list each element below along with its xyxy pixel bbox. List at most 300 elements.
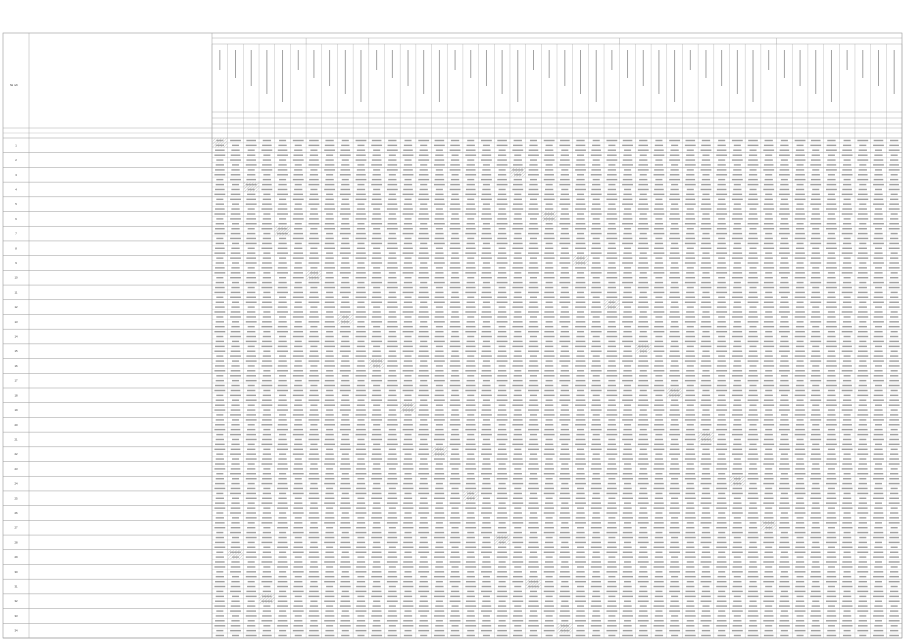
- table-cell-value: [718, 610, 725, 611]
- table-cell-value: [859, 463, 867, 464]
- table-cell-value: [310, 311, 318, 312]
- table-cell-value: [859, 282, 866, 283]
- table-cell-value: [685, 223, 696, 224]
- table-cell-value: [701, 203, 711, 204]
- table-cell-value: [483, 419, 490, 420]
- table-cell-value: [891, 272, 898, 273]
- table-cell-value: [624, 150, 631, 151]
- table-cell-value: [749, 502, 756, 503]
- table-cell-value: [686, 370, 694, 371]
- table-cell-value: [685, 243, 696, 244]
- table-cell-value: [403, 385, 413, 386]
- table-cell-value: [843, 537, 851, 538]
- table-cell-value: [310, 483, 317, 484]
- table-cell-value: [622, 537, 633, 538]
- table-cell-value: [780, 561, 790, 562]
- table-cell-value: [309, 297, 319, 298]
- table-cell-value: [606, 512, 617, 513]
- table-cell-value: [859, 189, 867, 190]
- table-cell-value: [796, 346, 804, 347]
- table-cell-value: [842, 292, 853, 293]
- table-cell-value: [356, 395, 367, 396]
- table-cell-value: [436, 581, 443, 582]
- table-cell-value: [560, 552, 570, 553]
- table-cell-value: [749, 586, 757, 587]
- table-cell-value: [732, 179, 743, 180]
- table-cell-value: [262, 380, 272, 381]
- table-cell-value: [857, 257, 868, 258]
- table-cell-value: [450, 346, 461, 347]
- table-cell-value: [686, 630, 696, 631]
- table-cell-value: [482, 424, 490, 425]
- table-cell-value: [278, 463, 288, 464]
- table-cell-value: [826, 424, 837, 425]
- table-cell-value: [889, 463, 900, 464]
- table-cell-value: [341, 444, 351, 445]
- table-cell-value: [467, 478, 475, 479]
- table-cell-value: [889, 400, 899, 401]
- table-cell-value: [452, 390, 459, 391]
- table-cell-value: [434, 262, 445, 263]
- table-cell-value: [403, 424, 413, 425]
- table-cell-value: [389, 468, 396, 469]
- table-cell-value: [655, 282, 663, 283]
- table-cell-value: [373, 620, 380, 621]
- table-cell-value: [293, 473, 304, 474]
- table-cell-value: [795, 179, 806, 180]
- table-cell-value: [718, 400, 726, 401]
- table-cell-value: [716, 292, 727, 293]
- table-cell-value: [512, 385, 523, 386]
- table-cell-value: [717, 306, 727, 307]
- table-cell-value: [576, 493, 584, 494]
- table-cell-value: [466, 189, 476, 190]
- table-cell-value: [231, 468, 241, 469]
- table-cell-value: [465, 194, 476, 195]
- table-cell-value: [263, 414, 271, 415]
- table-cell-value: [780, 365, 790, 366]
- table-cell-value: [436, 306, 443, 307]
- table-cell-value: [230, 493, 241, 494]
- table-cell-value: [576, 552, 584, 553]
- table-cell-value: [670, 581, 678, 582]
- table-cell-value: [481, 218, 492, 219]
- table-cell-value: [606, 414, 617, 415]
- table-cell-value: [669, 316, 680, 317]
- table-cell-value: [685, 419, 696, 420]
- table-cell-value: [528, 468, 539, 469]
- table-cell-value: [858, 547, 868, 548]
- table-cell-value: [419, 252, 429, 253]
- table-cell-value: [875, 561, 882, 562]
- table-cell-value: [498, 449, 506, 450]
- table-cell-value: [528, 155, 539, 156]
- table-cell-value: [795, 316, 806, 317]
- table-cell-value: [779, 292, 790, 293]
- table-cell-value: [434, 184, 445, 185]
- table-cell-value: [388, 336, 396, 337]
- table-cell-value: [231, 267, 239, 268]
- table-cell-value: [357, 321, 364, 322]
- table-cell-value: [481, 159, 492, 160]
- table-cell-value: [341, 262, 349, 263]
- table-cell-value: [466, 287, 476, 288]
- table-cell-value: [779, 311, 790, 312]
- table-cell-value: [857, 571, 868, 572]
- table-cell-value: [891, 605, 898, 606]
- table-cell-value: [467, 576, 475, 577]
- table-cell-value: [875, 581, 882, 582]
- table-cell-value: [231, 483, 239, 484]
- table-cell-value: [247, 527, 255, 528]
- table-cell-value: [325, 184, 335, 185]
- table-cell-value: [450, 262, 460, 263]
- table-cell-value: [499, 287, 506, 288]
- table-cell-value: [623, 155, 631, 156]
- table-cell-value: [404, 262, 412, 263]
- table-cell-value: [591, 174, 602, 175]
- table-cell-value: [812, 444, 819, 445]
- table-cell-value: [434, 164, 445, 165]
- table-cell-value: [718, 630, 725, 631]
- table-cell-value: [795, 552, 806, 553]
- table-cell-value: [512, 444, 523, 445]
- table-cell-value: [467, 145, 475, 146]
- table-cell-value: [624, 561, 631, 562]
- table-cell-value: [763, 346, 774, 347]
- table-cell-value: [687, 601, 694, 602]
- table-cell-value: [670, 267, 678, 268]
- table-cell-value: [498, 252, 506, 253]
- table-cell-value: [576, 199, 584, 200]
- table-cell-value: [748, 434, 758, 435]
- table-cell-value: [277, 390, 288, 391]
- hatched-cell: [369, 359, 384, 368]
- table-cell-value: [874, 434, 884, 435]
- table-cell-value: [655, 552, 662, 553]
- table-cell-value: [232, 341, 239, 342]
- table-cell-value: [450, 405, 461, 406]
- table-cell-value: [279, 297, 286, 298]
- table-cell-value: [261, 444, 272, 445]
- table-cell-value: [262, 243, 272, 244]
- table-cell-value: [420, 150, 428, 151]
- table-cell-value: [576, 576, 586, 577]
- table-cell-value: [622, 203, 633, 204]
- table-cell-value: [513, 439, 523, 440]
- table-cell-value: [797, 341, 804, 342]
- table-cell-value: [889, 576, 899, 577]
- table-cell-value: [576, 517, 586, 518]
- hatched-cell: [259, 594, 274, 603]
- table-cell-value: [529, 306, 539, 307]
- table-cell-value: [701, 243, 711, 244]
- table-cell-value: [717, 581, 727, 582]
- table-cell-value: [420, 542, 428, 543]
- table-cell-value: [797, 537, 804, 538]
- table-cell-value: [795, 336, 806, 337]
- table-cell-value: [277, 351, 288, 352]
- table-cell-value: [388, 478, 398, 479]
- table-cell-value: [639, 532, 647, 533]
- table-cell-value: [341, 615, 349, 616]
- table-cell-value: [560, 297, 570, 298]
- table-cell-value: [733, 272, 743, 273]
- table-cell-value: [420, 419, 427, 420]
- table-cell-value: [498, 566, 506, 567]
- table-cell-value: [467, 277, 474, 278]
- table-cell-value: [310, 150, 317, 151]
- table-cell-value: [639, 434, 647, 435]
- table-cell-value: [215, 169, 225, 170]
- table-cell-value: [356, 566, 366, 567]
- table-cell-value: [324, 150, 335, 151]
- table-cell-value: [482, 306, 490, 307]
- table-cell-value: [842, 429, 853, 430]
- table-cell-value: [230, 571, 241, 572]
- table-cell-value: [342, 453, 349, 454]
- table-cell-value: [734, 439, 741, 440]
- table-cell-value: [561, 267, 568, 268]
- table-cell-value: [529, 380, 537, 381]
- table-cell-value: [372, 297, 382, 298]
- table-cell-value: [890, 238, 898, 239]
- table-cell-value: [858, 409, 868, 410]
- table-cell-value: [216, 360, 224, 361]
- table-cell-value: [357, 262, 364, 263]
- table-cell-value: [749, 468, 757, 469]
- table-cell-value: [843, 262, 851, 263]
- table-cell-value: [246, 203, 257, 204]
- table-cell-value: [606, 375, 617, 376]
- table-cell-value: [467, 262, 475, 263]
- table-cell-value: [388, 360, 398, 361]
- table-cell-value: [779, 351, 790, 352]
- table-cell-value: [232, 498, 239, 499]
- table-cell-value: [246, 262, 257, 263]
- table-cell-value: [278, 321, 286, 322]
- table-cell-value: [451, 257, 459, 258]
- table-cell-value: [702, 409, 709, 410]
- table-cell-value: [624, 228, 631, 229]
- table-cell-value: [230, 453, 241, 454]
- table-cell-value: [655, 297, 662, 298]
- table-cell-value: [654, 468, 665, 469]
- table-cell-value: [638, 576, 648, 577]
- table-cell-value: [686, 610, 696, 611]
- table-cell-value: [781, 610, 788, 611]
- table-cell-value: [340, 311, 351, 312]
- table-cell-value: [795, 571, 806, 572]
- table-cell-value: [341, 439, 349, 440]
- table-cell-value: [640, 213, 647, 214]
- table-cell-value: [514, 199, 522, 200]
- table-cell-value: [512, 150, 523, 151]
- table-cell-value: [497, 635, 508, 636]
- table-cell-value: [873, 380, 884, 381]
- table-cell-value: [763, 483, 774, 484]
- table-cell-value: [419, 429, 429, 430]
- table-cell-value: [732, 434, 743, 435]
- table-cell-value: [293, 414, 304, 415]
- table-cell-value: [796, 228, 804, 229]
- table-cell-value: [232, 615, 239, 616]
- table-cell-value: [373, 228, 380, 229]
- table-cell-value: [812, 306, 819, 307]
- table-cell-value: [371, 478, 382, 479]
- table-cell-value: [403, 150, 413, 151]
- table-cell-value: [812, 566, 820, 567]
- table-cell-value: [341, 203, 349, 204]
- table-cell-value: [655, 458, 663, 459]
- table-cell-value: [231, 561, 239, 562]
- table-cell-value: [560, 218, 570, 219]
- table-cell-value: [560, 375, 570, 376]
- table-cell-value: [748, 517, 759, 518]
- table-cell-value: [277, 449, 288, 450]
- table-cell-value: [670, 429, 680, 430]
- table-cell-value: [497, 493, 507, 494]
- table-cell-value: [340, 174, 351, 175]
- table-cell-value: [388, 635, 398, 636]
- table-cell-value: [560, 199, 570, 200]
- table-cell-value: [671, 262, 678, 263]
- table-cell-value: [324, 326, 335, 327]
- table-cell-value: [623, 194, 631, 195]
- table-cell-value: [278, 561, 288, 562]
- table-cell-value: [373, 463, 380, 464]
- table-cell-value: [749, 625, 757, 626]
- table-cell-value: [294, 208, 302, 209]
- row-number: 12: [14, 305, 18, 310]
- table-cell-value: [749, 405, 756, 406]
- table-cell-value: [593, 395, 600, 396]
- table-cell-value: [765, 473, 773, 474]
- table-cell-value: [812, 522, 819, 523]
- table-cell-value: [639, 610, 647, 611]
- table-cell-value: [499, 150, 506, 151]
- table-cell-value: [404, 512, 411, 513]
- table-cell-value: [483, 164, 490, 165]
- table-cell-value: [325, 512, 333, 513]
- table-cell-value: [295, 537, 302, 538]
- table-cell-value: [701, 537, 711, 538]
- table-cell-value: [718, 243, 726, 244]
- table-cell-value: [575, 581, 586, 582]
- table-cell-value: [606, 140, 617, 141]
- table-cell-value: [765, 194, 772, 195]
- table-cell-value: [843, 321, 851, 322]
- table-cell-value: [231, 522, 239, 523]
- table-cell-value: [686, 566, 694, 567]
- table-cell-value: [591, 370, 602, 371]
- table-cell-value: [795, 625, 805, 626]
- table-cell-value: [263, 512, 271, 513]
- table-cell-value: [638, 248, 649, 249]
- table-cell-value: [309, 184, 320, 185]
- table-cell-value: [606, 434, 617, 435]
- table-cell-value: [545, 208, 553, 209]
- table-cell-value: [340, 272, 351, 273]
- table-cell-value: [842, 605, 853, 606]
- table-cell-value: [891, 213, 898, 214]
- table-cell-value: [357, 243, 364, 244]
- table-cell-value: [716, 409, 727, 410]
- table-cell-value: [733, 287, 741, 288]
- table-cell-value: [340, 429, 351, 430]
- table-cell-value: [591, 429, 602, 430]
- table-cell-value: [418, 159, 429, 160]
- table-cell-value: [607, 390, 617, 391]
- table-cell-value: [230, 473, 241, 474]
- table-cell-value: [874, 571, 884, 572]
- table-cell-value: [655, 243, 663, 244]
- table-cell-value: [575, 424, 586, 425]
- table-cell-value: [513, 380, 523, 381]
- table-cell-value: [749, 449, 757, 450]
- table-cell-value: [592, 380, 600, 381]
- table-cell-value: [418, 414, 429, 415]
- table-cell-value: [561, 365, 568, 366]
- table-cell-value: [859, 561, 867, 562]
- table-cell-value: [844, 473, 851, 474]
- table-cell-value: [827, 537, 837, 538]
- table-cell-value: [451, 473, 459, 474]
- table-cell-value: [513, 223, 523, 224]
- table-cell-value: [606, 257, 617, 258]
- table-cell-value: [749, 365, 756, 366]
- table-cell-value: [890, 473, 898, 474]
- table-cell-value: [481, 277, 492, 278]
- table-cell-value: [295, 203, 302, 204]
- table-cell-value: [279, 277, 286, 278]
- table-cell-value: [717, 385, 727, 386]
- table-cell-value: [827, 302, 837, 303]
- table-cell-value: [451, 159, 459, 160]
- table-cell-value: [466, 326, 476, 327]
- table-cell-value: [828, 213, 835, 214]
- table-cell-value: [765, 507, 772, 508]
- table-cell-value: [262, 400, 272, 401]
- table-cell-value: [701, 145, 711, 146]
- table-cell-value: [545, 365, 553, 366]
- table-cell-value: [763, 444, 774, 445]
- table-cell-value: [326, 174, 333, 175]
- table-cell-value: [828, 233, 835, 234]
- table-cell-value: [403, 507, 414, 508]
- table-cell-value: [419, 566, 429, 567]
- table-cell-value: [593, 257, 600, 258]
- table-cell-value: [575, 208, 586, 209]
- table-cell-value: [591, 311, 602, 312]
- table-cell-value: [655, 316, 662, 317]
- table-cell-value: [513, 184, 523, 185]
- table-cell-value: [748, 493, 758, 494]
- table-cell-value: [231, 527, 241, 528]
- table-cell-value: [467, 336, 474, 337]
- table-cell-value: [608, 169, 616, 170]
- table-cell-value: [608, 321, 615, 322]
- table-cell-value: [372, 316, 382, 317]
- table-cell-value: [859, 439, 866, 440]
- table-cell-value: [812, 331, 820, 332]
- table-cell-value: [373, 424, 380, 425]
- table-cell-value: [420, 346, 428, 347]
- table-cell-value: [640, 409, 647, 410]
- table-cell-value: [561, 527, 569, 528]
- table-cell-value: [465, 507, 476, 508]
- table-cell-value: [873, 321, 884, 322]
